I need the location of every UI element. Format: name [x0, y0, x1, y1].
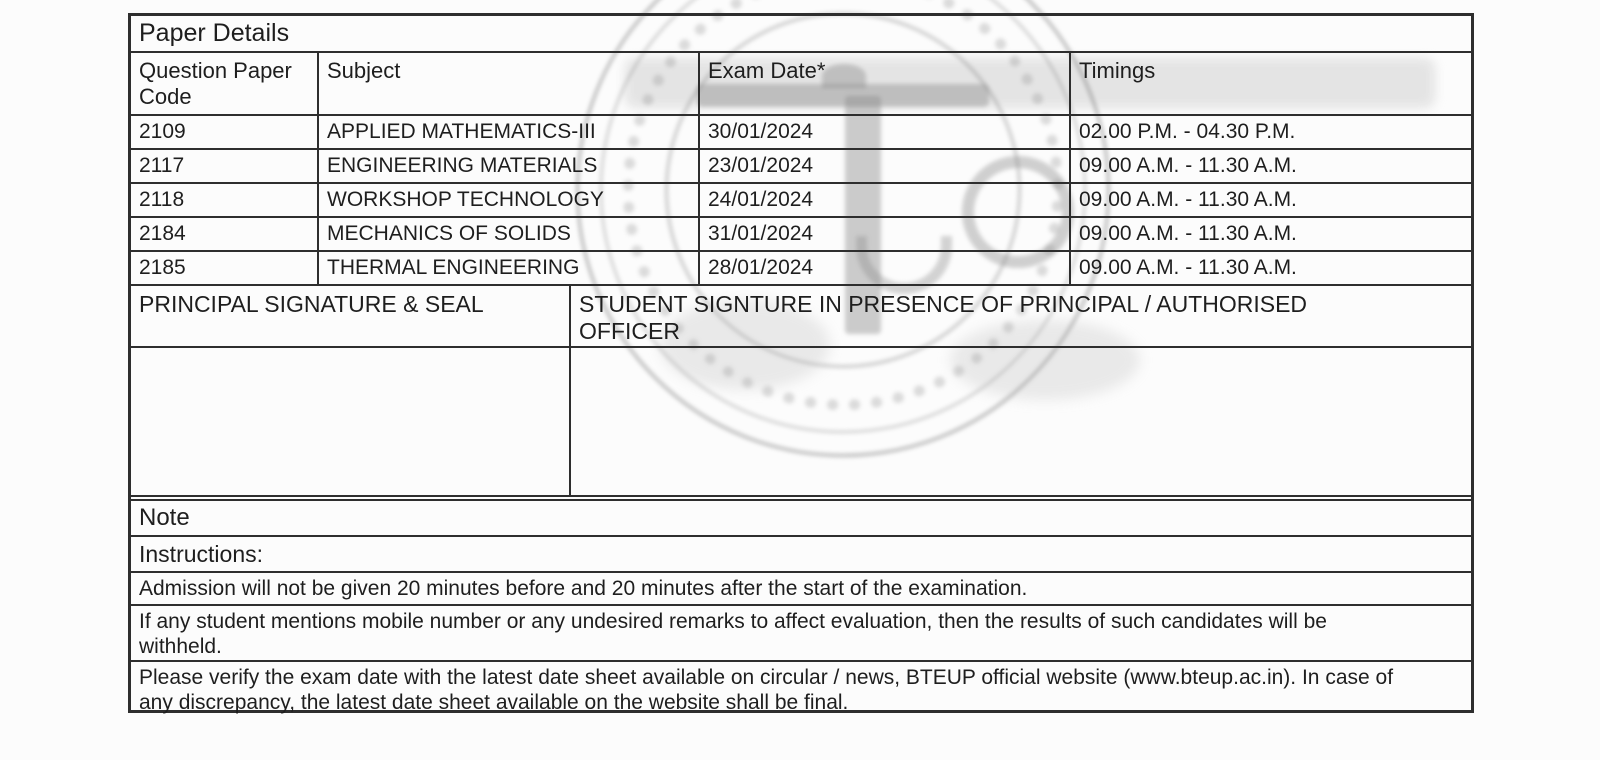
exam-date: 23/01/2024 — [700, 150, 1071, 182]
signature-label-row — [131, 286, 1471, 348]
timings: 09.00 A.M. - 11.30 A.M. — [1079, 154, 1297, 177]
timings: 02.00 P.M. - 04.30 P.M. — [1079, 120, 1296, 143]
paper-details-title: Paper Details — [131, 16, 1471, 53]
paper-code: 2117 — [131, 150, 319, 182]
column-header-timings: Timings — [1079, 58, 1156, 83]
subject: ENGINEERING MATERIALS — [319, 150, 700, 182]
instruction-text: If any student mentions mobile number or any undesired remarks to affect evaluation, then the results of such candidates will be withheld. — [139, 610, 1327, 658]
table-header-row — [131, 53, 1471, 116]
paper-code: 2185 — [131, 252, 319, 284]
note-heading: Note — [131, 499, 1471, 537]
principal-signature-label: PRINCIPAL SIGNATURE & SEAL — [131, 286, 571, 346]
exam-date: 30/01/2024 — [700, 116, 1071, 148]
student-signature-box — [571, 348, 1471, 495]
column-header-question-paper-code: Question Paper Code — [131, 53, 319, 114]
exam-date: 24/01/2024 — [700, 184, 1071, 216]
instruction-item — [131, 606, 1471, 662]
paper-code: 2118 — [131, 184, 319, 216]
instruction-item — [131, 573, 1471, 606]
subject: MECHANICS OF SOLIDS — [319, 218, 700, 250]
paper-code: 2184 — [131, 218, 319, 250]
subject: WORKSHOP TECHNOLOGY — [319, 184, 700, 216]
paper-details-table — [128, 13, 1474, 713]
principal-signature-box — [131, 348, 571, 495]
signature-box-row — [131, 348, 1471, 497]
timings: 09.00 A.M. - 11.30 A.M. — [1079, 188, 1297, 211]
column-header-subject: Subject — [319, 53, 700, 114]
exam-date: 31/01/2024 — [700, 218, 1071, 250]
instruction-item — [131, 662, 1471, 714]
table-row — [131, 184, 1471, 218]
subject: THERMAL ENGINEERING — [319, 252, 700, 284]
timings: 09.00 A.M. - 11.30 A.M. — [1079, 222, 1297, 245]
exam-date: 28/01/2024 — [700, 252, 1071, 284]
paper-code: 2109 — [131, 116, 319, 148]
column-header-exam-date: Exam Date* — [700, 53, 1071, 114]
instructions-heading: Instructions: — [131, 537, 1471, 573]
subject: APPLIED MATHEMATICS-III — [319, 116, 700, 148]
timings: 09.00 A.M. - 11.30 A.M. — [1079, 256, 1297, 279]
table-row — [131, 150, 1471, 184]
table-row — [131, 116, 1471, 150]
instruction-text: Please verify the exam date with the latest date sheet available on circular / news, BTEUP official website (www.bteup.ac.in). In case of any discrepancy, the latest date sheet available on the website shall be final. — [139, 666, 1394, 714]
instruction-text: Admission will not be given 20 minutes before and 20 minutes after the start of the examination. — [139, 577, 1028, 600]
student-signature-label — [571, 286, 1471, 346]
table-row — [131, 252, 1471, 286]
student-signature-label-text: STUDENT SIGNTURE IN PRESENCE OF PRINCIPAL / AUTHORISED OFFICER — [579, 291, 1308, 344]
table-row — [131, 218, 1471, 252]
